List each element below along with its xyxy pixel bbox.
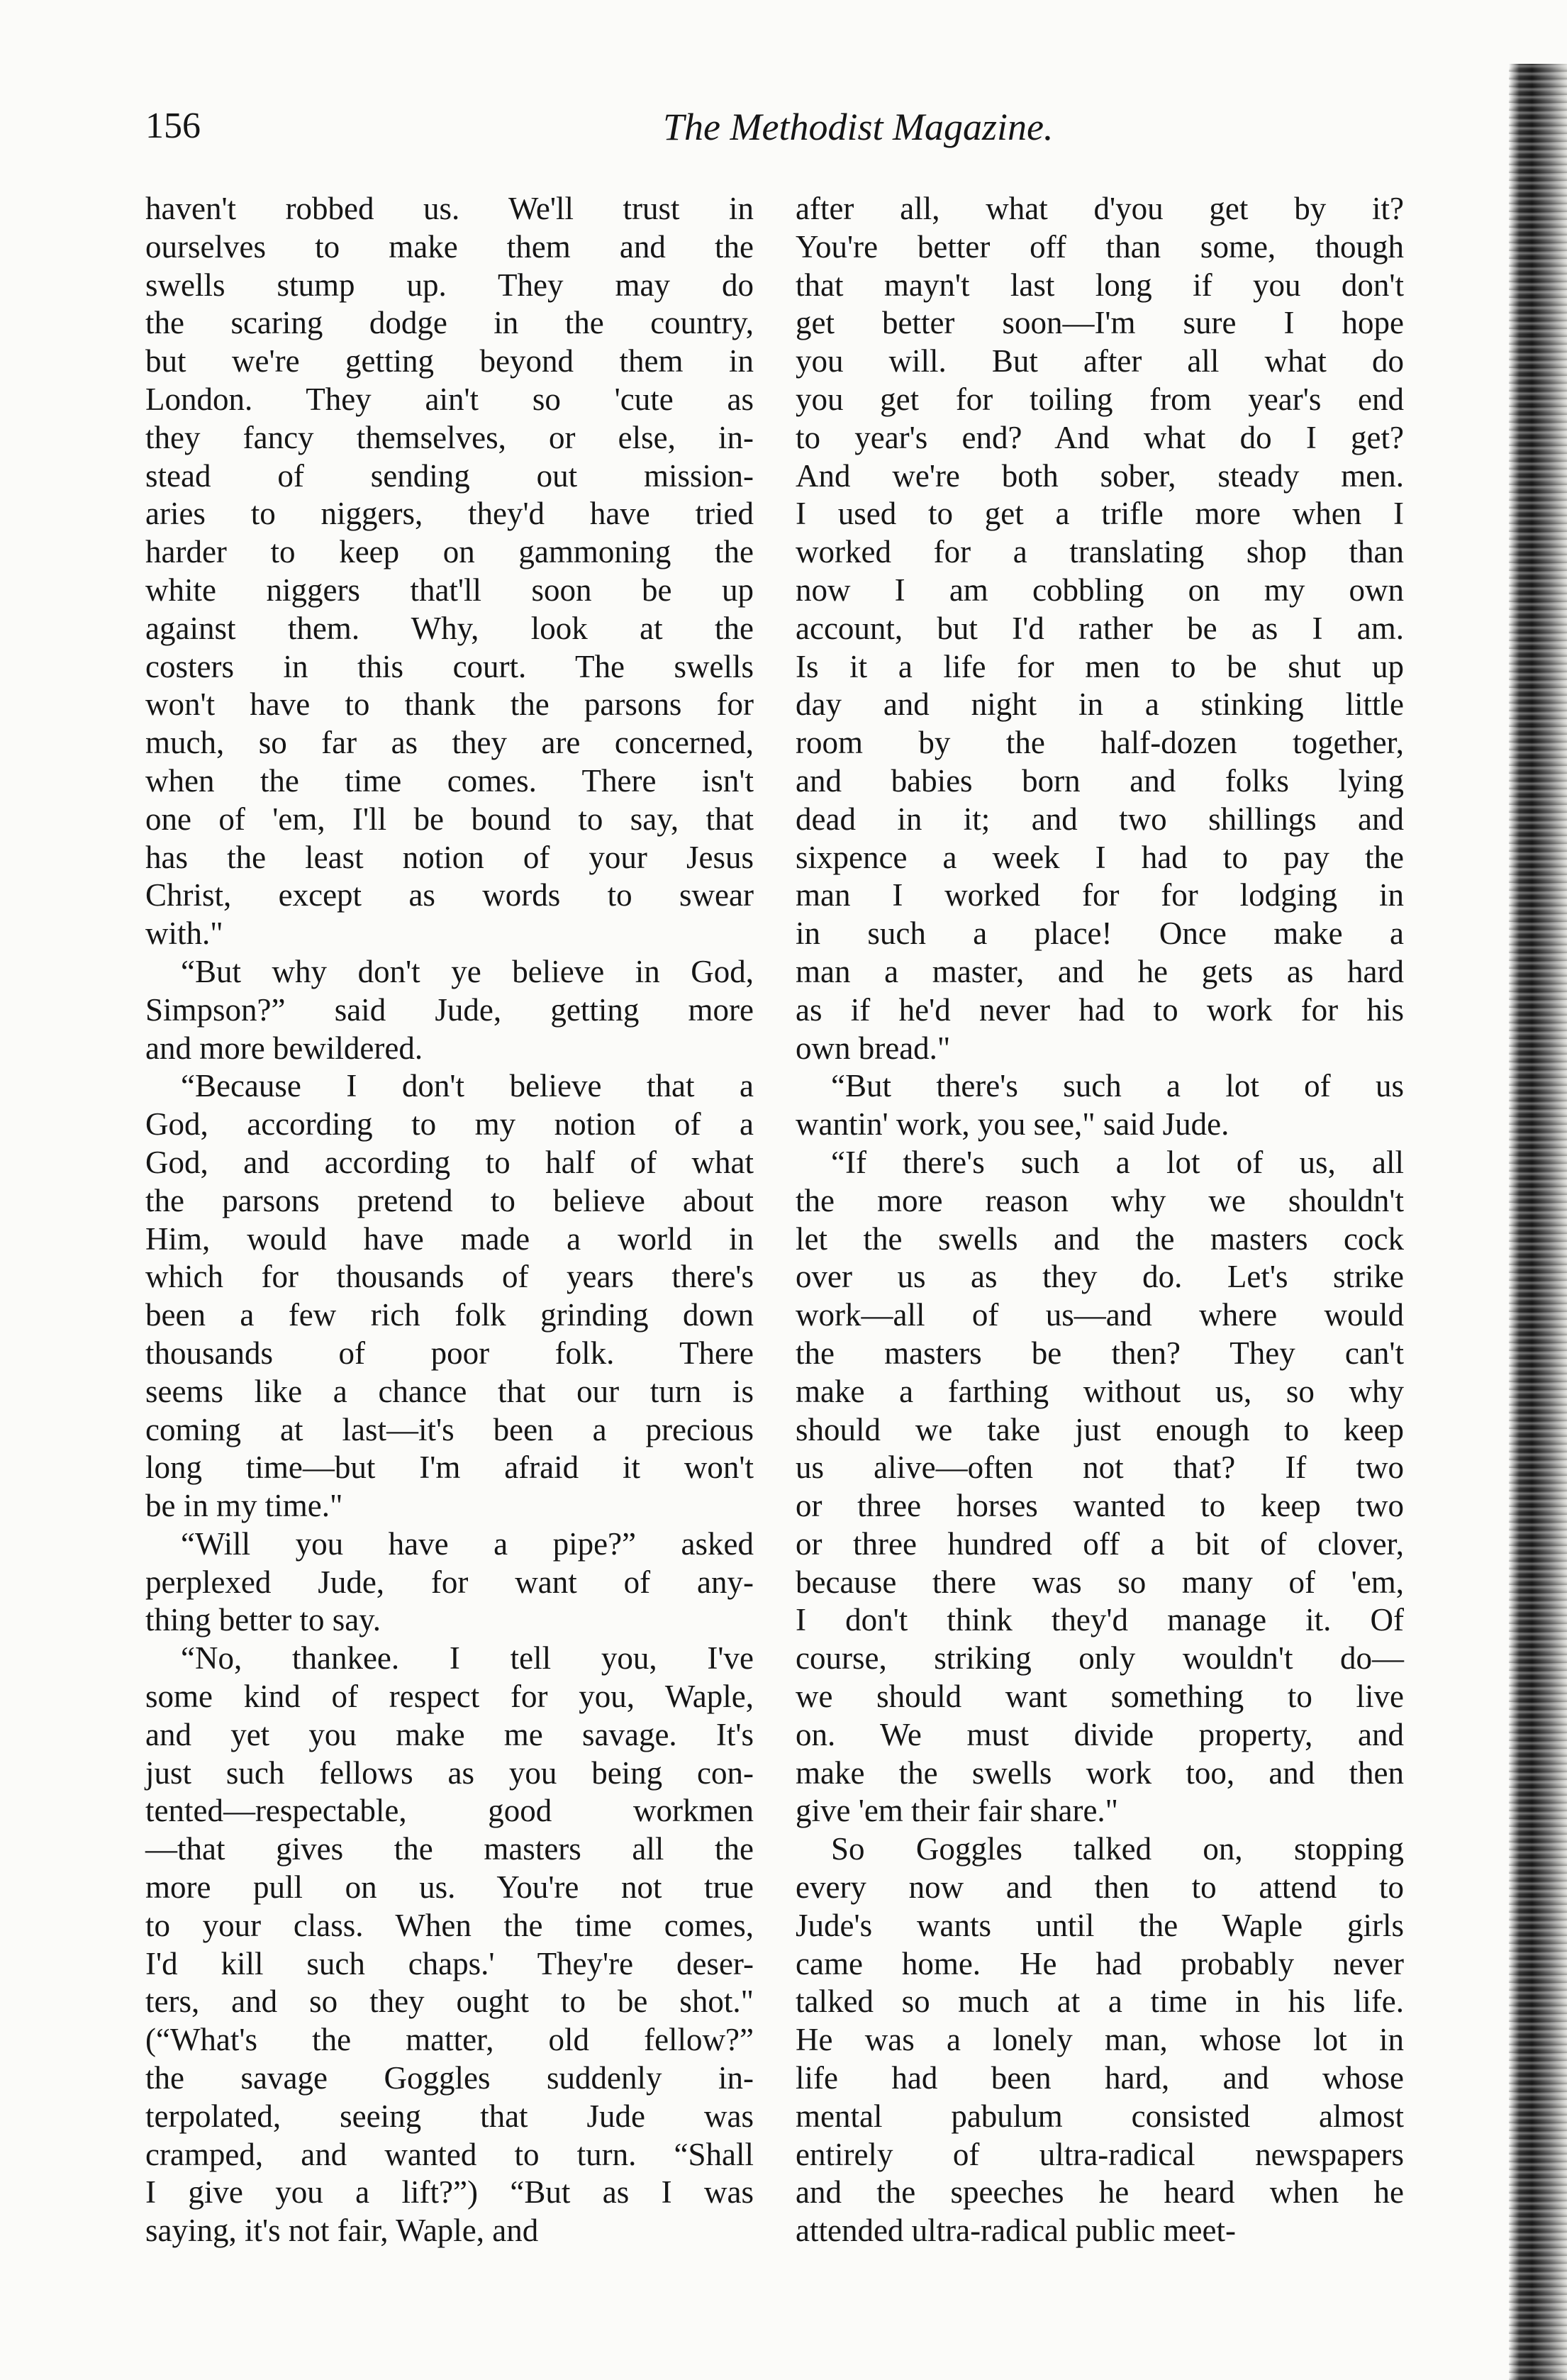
left-column-line: and yet you make me savage. It's (145, 1716, 754, 1752)
right-column-line: because there was so many of 'em, (796, 1564, 1404, 1600)
right-column-line: man I worked for for lodging in (796, 877, 1404, 913)
left-column-line: long time—but I'm afraid it won't (145, 1450, 754, 1486)
page-header (145, 105, 1464, 162)
right-column-line: you will. But after all what do (796, 343, 1404, 379)
right-column-line: course, striking only wouldn't do— (796, 1640, 1404, 1676)
right-column-line: You're better off than some, though (796, 228, 1404, 265)
left-column-line: harder to keep on gammoning the (145, 534, 754, 570)
right-column-line: So Goggles talked on, stopping (831, 1831, 1404, 1867)
left-column-line: some kind of respect for you, Waple, (145, 1679, 754, 1715)
right-column-line: in such a place! Once make a (796, 916, 1404, 952)
right-column-line: man a master, and he gets as hard (796, 953, 1404, 989)
left-column-line: cramped, and wanted to turn. “Shall (145, 2136, 754, 2172)
left-column-line: which for thousands of years there's (145, 1259, 754, 1295)
left-column-line: be in my time." (145, 1488, 343, 1524)
right-column-line: after all, what d'you get by it? (796, 191, 1404, 226)
right-column-line: I used to get a trifle more when I (796, 496, 1404, 532)
right-column-line: every now and then to attend to (796, 1869, 1404, 1906)
right-column (796, 190, 1404, 2250)
left-column-line: with." (145, 916, 223, 952)
left-column-line: coming at last—it's been a precious (145, 1411, 754, 1447)
right-column-line: as if he'd never had to work for his (796, 991, 1404, 1028)
right-column-line: that mayn't last long if you don't (796, 267, 1404, 303)
right-column-line: room by the half-dozen together, (796, 725, 1404, 761)
right-column-line: us alive—often not that? If two (796, 1450, 1404, 1486)
left-column-line: against them. Why, look at the (145, 610, 754, 646)
left-column-line: saying, it's not fair, Waple, and (145, 2213, 539, 2249)
right-column-line: we should want something to live (796, 1679, 1404, 1715)
left-column-line: won't have to thank the parsons for (145, 686, 754, 723)
left-column-line: ters, and so they ought to be shot." (145, 1984, 754, 2020)
left-column-line: aries to niggers, they'd have tried (145, 496, 754, 532)
right-column-line: give 'em their fair share." (796, 1793, 1119, 1829)
right-column-line: own bread." (796, 1030, 951, 1066)
left-column-line: just such fellows as you being con- (145, 1755, 754, 1791)
right-column-line: make the swells work too, and then (796, 1755, 1404, 1791)
right-column-line: to year's end? And what do I get? (796, 419, 1404, 455)
right-column-line: or three horses wanted to keep two (796, 1488, 1404, 1524)
right-column-line: sixpence a week I had to pay the (796, 839, 1404, 875)
right-column-line: work—all of us—and where would (796, 1297, 1404, 1333)
running-title: The Methodist Magazine. (663, 106, 1054, 148)
right-column-line: and the speeches he heard when he (796, 2174, 1404, 2211)
right-column-line: He was a lonely man, whose lot in (796, 2022, 1404, 2058)
right-column-line: dead in it; and two shillings and (796, 801, 1404, 837)
left-column-line: thousands of poor folk. There (145, 1335, 754, 1371)
right-column-line: worked for a translating shop than (796, 534, 1404, 570)
left-column-line: Christ, except as words to swear (145, 877, 754, 913)
page-edge-shadow (1509, 64, 1567, 2380)
left-column-line: “Because I don't believe that a (181, 1068, 754, 1104)
right-column-line: wantin' work, you see," said Jude. (796, 1106, 1229, 1142)
right-column-line: And we're both sober, steady men. (796, 457, 1404, 494)
left-column-line: thing better to say. (145, 1602, 381, 1638)
right-column-line: day and night in a stinking little (796, 686, 1404, 723)
right-column-line: “If there's such a lot of us, all (831, 1144, 1404, 1180)
left-column-line: “But why don't ye believe in God, (181, 953, 754, 989)
right-column-line: and babies born and folks lying (796, 762, 1404, 799)
left-column-line: stead of sending out mission- (145, 457, 754, 494)
left-column-line: to your class. When the time comes, (145, 1907, 754, 1943)
right-column-line: attended ultra-radical public meet- (796, 2213, 1236, 2249)
left-column-line: but we're getting beyond them in (145, 343, 754, 379)
left-column-line: God, and according to half of what (145, 1144, 754, 1180)
left-column-line: when the time comes. There isn't (145, 762, 754, 799)
right-column-line: came home. He had probably never (796, 1945, 1404, 1981)
left-column-line: the savage Goggles suddenly in- (145, 2060, 754, 2096)
left-column-line: London. They ain't so 'cute as (145, 381, 754, 417)
right-column-line: now I am cobbling on my own (796, 572, 1404, 608)
page-number: 156 (145, 106, 201, 146)
left-column-line: I'd kill such chaps.' They're deser- (145, 1945, 754, 1981)
right-column-line: account, but I'd rather be as I am. (796, 610, 1404, 646)
right-column-line: or three hundred off a bit of clover, (796, 1525, 1404, 1562)
left-column-line: has the least notion of your Jesus (145, 839, 754, 875)
right-column-line: “But there's such a lot of us (831, 1068, 1404, 1104)
left-column-line: (“What's the matter, old fellow?” (145, 2022, 754, 2058)
right-column-line: you get for toiling from year's end (796, 381, 1404, 417)
right-column-line: mental pabulum consisted almost (796, 2098, 1404, 2134)
left-column-line: one of 'em, I'll be bound to say, that (145, 801, 754, 837)
left-column-line: they fancy themselves, or else, in- (145, 419, 754, 455)
left-column-line: terpolated, seeing that Jude was (145, 2098, 754, 2134)
right-column-line: make a farthing without us, so why (796, 1373, 1404, 1409)
right-column-line: life had been hard, and whose (796, 2060, 1404, 2096)
left-column-line: much, so far as they are concerned, (145, 725, 754, 761)
left-column-line: the parsons pretend to believe about (145, 1182, 754, 1218)
right-column-line: let the swells and the masters cock (796, 1220, 1404, 1257)
left-column-line: costers in this court. The swells (145, 648, 754, 684)
left-column-line: haven't robbed us. We'll trust in (145, 191, 754, 226)
left-column-line: been a few rich folk grinding down (145, 1297, 754, 1333)
left-column-line: I give you a lift?”) “But as I was (145, 2174, 754, 2211)
left-column-line: God, according to my notion of a (145, 1106, 754, 1142)
left-column-line: and more bewildered. (145, 1030, 423, 1066)
right-column-line: over us as they do. Let's strike (796, 1259, 1404, 1295)
right-column-line: should we take just enough to keep (796, 1411, 1404, 1447)
right-column-line: talked so much at a time in his life. (796, 1984, 1404, 2020)
right-column-line: Is it a life for men to be shut up (796, 648, 1404, 684)
left-column-line: swells stump up. They may do (145, 267, 754, 303)
left-column-line: ourselves to make them and the (145, 228, 754, 265)
left-column-line: seems like a chance that our turn is (145, 1373, 754, 1409)
right-column-line: the masters be then? They can't (796, 1335, 1404, 1371)
left-column-line: the scaring dodge in the country, (145, 305, 754, 341)
left-column-line: Him, would have made a world in (145, 1220, 754, 1257)
left-column-line: perplexed Jude, for want of any- (145, 1564, 754, 1600)
left-column-line: more pull on us. You're not true (145, 1869, 754, 1906)
right-column-line: I don't think they'd manage it. Of (796, 1602, 1404, 1638)
right-column-line: entirely of ultra-radical newspapers (796, 2136, 1404, 2172)
left-column-line: —that gives the masters all the (145, 1831, 754, 1867)
left-column-line: tented—respectable, good workmen (145, 1793, 754, 1829)
right-column-line: the more reason why we shouldn't (796, 1182, 1404, 1218)
right-column-line: Jude's wants until the Waple girls (796, 1907, 1404, 1943)
right-column-line: get better soon—I'm sure I hope (796, 305, 1404, 341)
left-column (145, 190, 754, 2250)
left-column-line: “Will you have a pipe?” asked (181, 1525, 754, 1562)
left-column-line: white niggers that'll soon be up (145, 572, 754, 608)
left-column-line: “No, thankee. I tell you, I've (181, 1640, 754, 1676)
left-column-line: Simpson?” said Jude, getting more (145, 991, 754, 1028)
right-column-line: on. We must divide property, and (796, 1716, 1404, 1752)
